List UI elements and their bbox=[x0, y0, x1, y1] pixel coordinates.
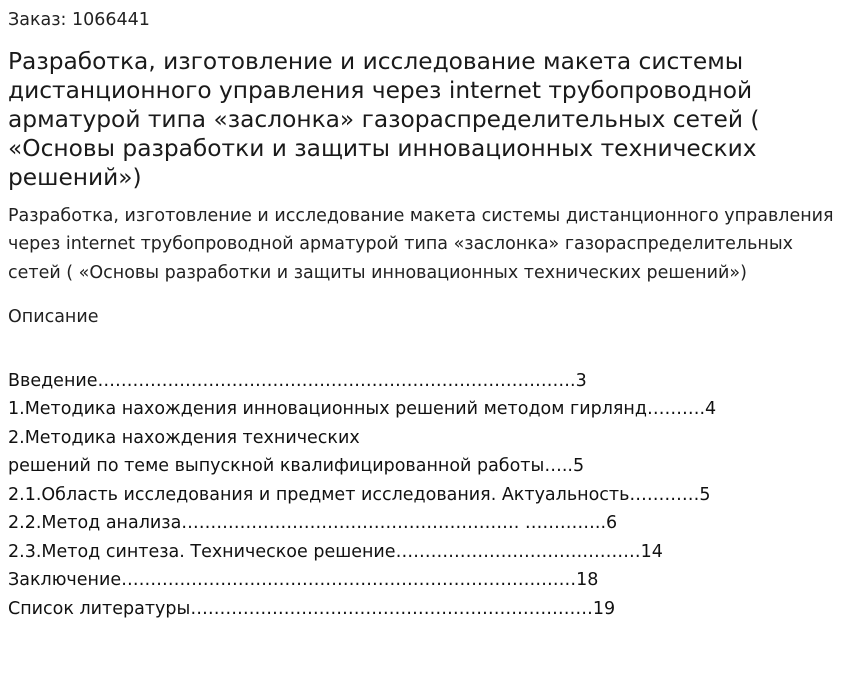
order-number: Заказ: 1066441 bbox=[8, 10, 150, 30]
toc-item: Заключение……………………………………………………………………18 bbox=[8, 570, 599, 591]
toc-item: 2.3.Метод синтеза. Техническое решение……………………………………14 bbox=[8, 541, 663, 562]
toc-item: решений по теме выпускной квалифицированной работы…..5 bbox=[8, 456, 585, 477]
lead-paragraph: Разработка, изготовление и исследование макета системы дистанционного управления через internet трубопроводной арматурой типа «заслонка» газораспределительных сетей ( «Основы разработки и защиты инновационных технических решений») bbox=[8, 206, 834, 283]
page-title: Разработка, изготовление и исследование макета системы дистанционного управления через internet трубопроводной арматурой типа «заслонка» газораспределительных сетей ( «Основы разработки и защиты инновационных технических решений») bbox=[8, 48, 760, 191]
toc-item: 2.2.Метод анализа…………………………………………………. …………..6 bbox=[8, 513, 618, 534]
table-of-contents bbox=[8, 367, 839, 624]
toc-item: 1.Методика нахождения инновационных решений методом гирлянд……….4 bbox=[8, 399, 717, 420]
toc-item: 2.Методика нахождения технических bbox=[8, 427, 360, 448]
toc-item: Введение……………………………………………………………………….3 bbox=[8, 370, 587, 391]
toc-item: 2.1.Область исследования и предмет исследования. Актуальность…………5 bbox=[8, 484, 711, 505]
description-heading: Описание bbox=[8, 306, 99, 327]
toc-item: Список литературы……………………………………………………………19 bbox=[8, 598, 616, 619]
